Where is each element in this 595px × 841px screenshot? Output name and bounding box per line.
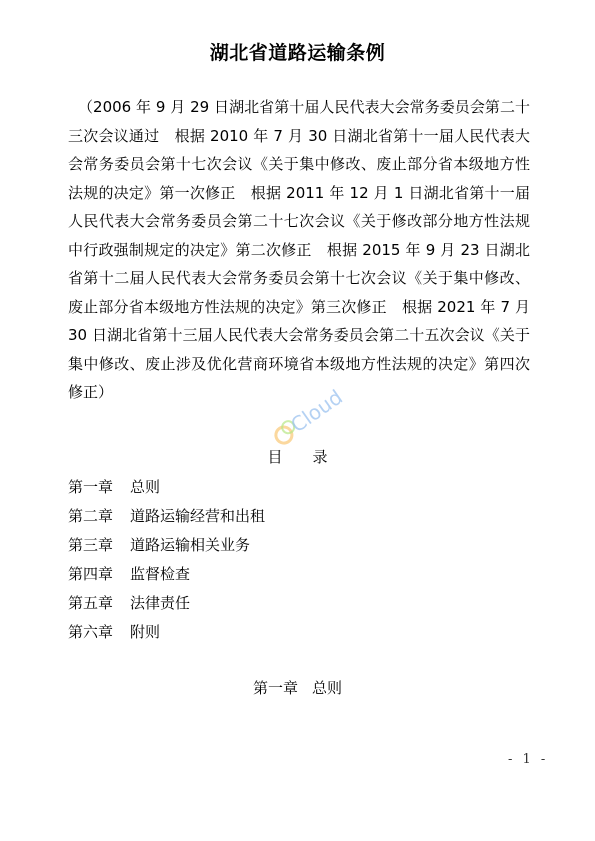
toc-item: [68, 618, 265, 647]
toc-chapter-number: 第六章: [68, 623, 114, 641]
toc-chapter-number: 第二章: [68, 507, 114, 525]
document-title: 湖北省道路运输条例: [209, 42, 386, 64]
toc-item: [68, 560, 265, 589]
toc-chapter-number: 第一章: [68, 478, 114, 496]
toc-chapter-name: 附则: [130, 623, 161, 641]
chapter-heading-name: 总则: [312, 679, 343, 697]
toc-chapter-name: 总则: [130, 478, 161, 496]
table-of-contents: [68, 473, 265, 647]
toc-chapter-number: 第三章: [68, 536, 114, 554]
toc-chapter-name: 道路运输经营和出租: [130, 507, 266, 525]
toc-chapter-name: 法律责任: [130, 594, 191, 612]
page-number: - 1 -: [508, 752, 549, 767]
toc-chapter-name: 道路运输相关业务: [130, 536, 251, 554]
toc-chapter-number: 第四章: [68, 565, 114, 583]
toc-item: [68, 502, 265, 531]
toc-item: [68, 473, 265, 502]
toc-heading-right: 录: [312, 448, 328, 466]
toc-item: [68, 531, 265, 560]
toc-heading: [0, 446, 595, 467]
preamble-paragraph: （2006 年 9 月 29 日湖北省第十届人民代表大会常务委员会第二十三次会议通过 根据 2010 年 7 月 30 日湖北省第十一届人民代表大会常务委员会第十七次会议《关于集中修改、废止部分省本级地方性法规的决定》第一次修正 根据 2011 年 12 月 1 日湖北省第十一届人民代表大会常务委员会第二十七次会议《关于修改部分地方性法规中行政强制规定的决定》第二次修正 根据 2015 年 9 月 23 日湖北省第十二届人民代表大会常务委员会第十七次会议《关于集中修改、废止部分省本级地方性法规的决定》第三次修正 根据 2021 年 7 月 30 日湖北省第十三届人民代表大会常务委员会第二十五次会议《关于集中修改、废止涉及优化营商环境省本级地方性法规的决定》第四次修正）: [68, 98, 530, 401]
watermark-text: Cloud: [286, 384, 347, 438]
toc-item: [68, 589, 265, 618]
chapter-heading-number: 第一章: [252, 679, 298, 697]
toc-heading-left: 目: [267, 448, 283, 466]
toc-chapter-number: 第五章: [68, 594, 114, 612]
chapter-heading: [0, 677, 595, 698]
toc-chapter-name: 监督检查: [130, 565, 191, 583]
